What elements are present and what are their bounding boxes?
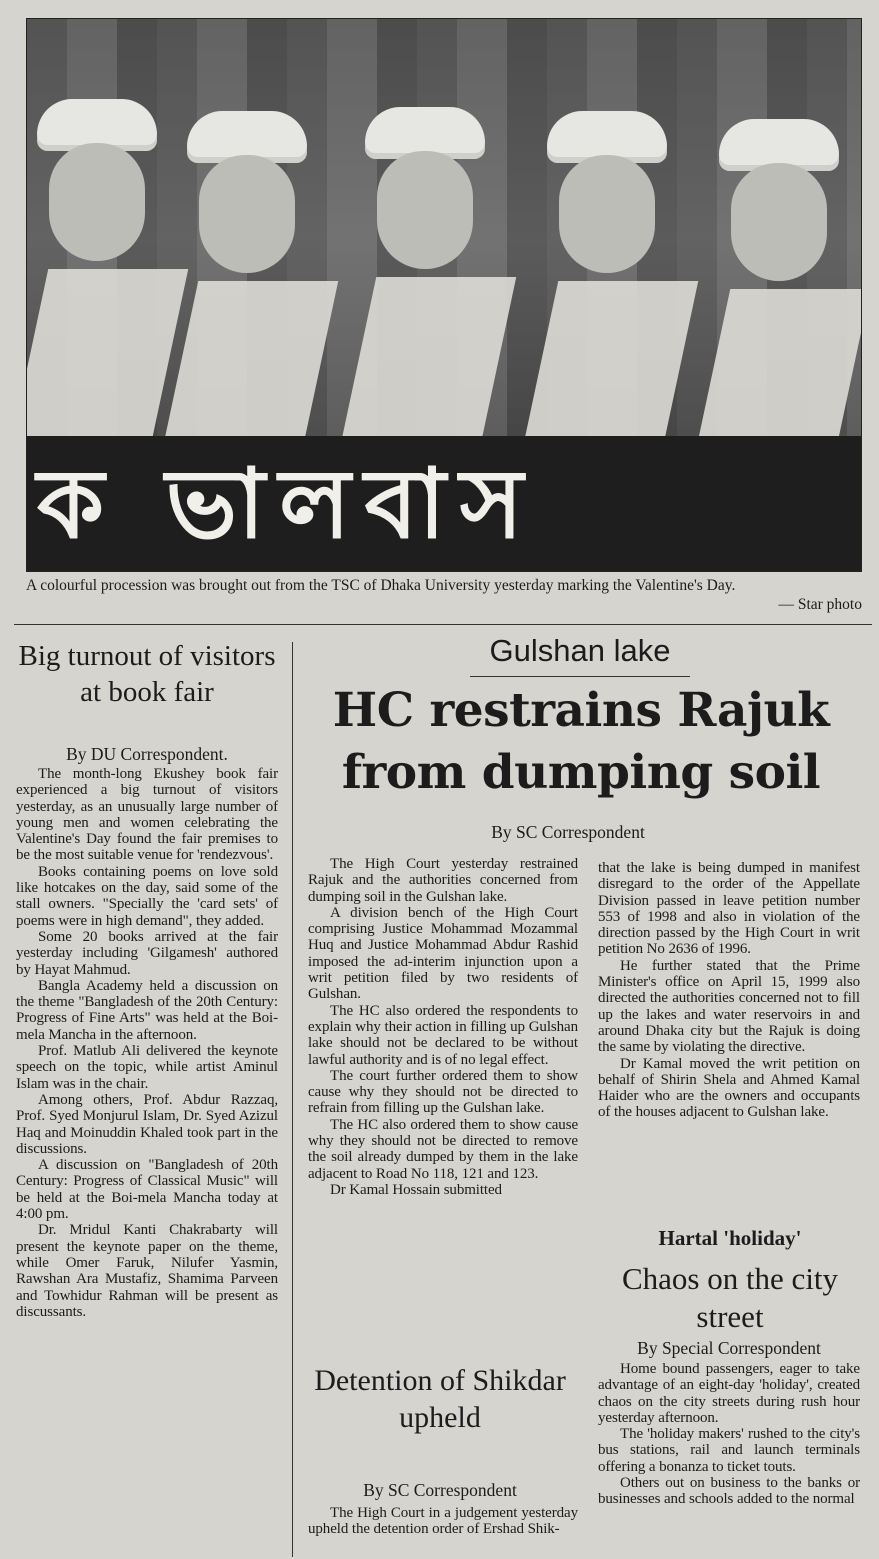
- paragraph: The HC also ordered them to show cause why they should not be directed to remove the soil already dumped by them in the lake adjacent to Road No 118, 121 and 123.: [308, 1116, 578, 1182]
- paragraph: Dr. Mridul Kanti Chakrabarty will present the keynote paper on the theme, while Omer Faruk, Nilufer Yasmin, Rawshan Ara Mustafiz, Shamima Parveen and Towhidur Rahman will be present as discussants.: [16, 1222, 278, 1320]
- main-headline: HC restrains Rajuk from dumping soil: [332, 683, 830, 800]
- hartal-headline: Chaos on the city street: [621, 1261, 839, 1334]
- photo-banner: [27, 436, 861, 571]
- paragraph: The High Court in a judgement yesterday upheld the detention order of Ershad Shik-: [308, 1505, 578, 1538]
- news-photo: [26, 18, 862, 572]
- kicker-underline: [470, 676, 690, 677]
- main-article-col2: [598, 860, 860, 1121]
- paragraph: Prof. Matlub Ali delivered the keynote speech on the topic, while artist Aminul Islam was in the chair.: [16, 1043, 278, 1092]
- paragraph: Bangla Academy held a discussion on the theme "Bangladesh of the 20th Century: Progress of Fine Arts" was held at the Boi-mela Mancha in the afternoon.: [16, 977, 278, 1043]
- paragraph: The month-long Ekushey book fair experienced a big turnout of visitors yesterday, as an unusually large number of young men and women celebrating the Valentine's Day found the fair premises to be the most suitable venue for 'rendezvous'.: [16, 766, 278, 864]
- main-article-col1: [308, 856, 578, 1198]
- paragraph: Books containing poems on love sold like hotcakes on the day, said some of the stall owners. "Specially the 'card sets' of poems were in high demand", they added.: [16, 863, 278, 929]
- section-divider: [14, 624, 872, 625]
- paragraph: Dr Kamal Hossain submitted: [330, 1181, 502, 1198]
- left-byline: By DU Correspondent.: [66, 744, 228, 764]
- paragraph: A division bench of the High Court comprising Justice Mohammad Mozammal Huq and Justice Mohammad Abdur Rashid imposed the ad-interim injunction upon a writ petition filed by two residents of Gulshan.: [308, 904, 578, 1003]
- left-article-body: [16, 766, 278, 1320]
- paragraph: The 'holiday makers' rushed to the city's bus stations, rail and launch terminals offering a bonanza to ticket touts.: [598, 1426, 860, 1475]
- detention-article-body: [308, 1505, 578, 1538]
- paragraph: The High Court yesterday restrained Rajuk and the authorities concerned from dumping soil in the Gulshan lake.: [308, 856, 578, 905]
- main-byline: By SC Correspondent: [491, 822, 645, 842]
- photo-credit: — Star photo: [778, 596, 862, 613]
- paragraph: He further stated that the Prime Minister's office on April 15, 1999 also directed the authorities concerned not to fill up the lakes and water reservoirs in and around Dhaka city but the Rajuk is doing the same by violating the directive.: [598, 957, 860, 1056]
- hartal-article-body: [598, 1361, 860, 1508]
- paragraph: that the lake is being dumped in manifest disregard to the order of the Appellate Division passed in leave petition number 553 of 1998 and also in violation of the direction passed by the High Court in writ petition No 2636 of 1996.: [598, 860, 860, 958]
- detention-headline: Detention of Shikdar upheld: [314, 1364, 566, 1434]
- main-kicker: Gulshan lake: [489, 633, 671, 668]
- caption-text: A colourful procession was brought out from the TSC of Dhaka University yesterday marking the Valentine's Day.: [26, 577, 736, 594]
- paragraph: Dr Kamal moved the writ petition on behalf of Shirin Shela and Ahmed Kamal Haider who are the owners and occupants of the houses adjacent to Gulshan lake.: [598, 1055, 860, 1121]
- detention-byline: By SC Correspondent: [363, 1480, 517, 1500]
- left-headline: Big turnout of visitors at book fair: [18, 640, 276, 708]
- column-divider: [292, 642, 293, 1557]
- paragraph: The HC also ordered the respondents to explain why their action in filling up Gulshan lake should not be declared to be without lawful authority and is of no legal effect.: [308, 1002, 578, 1068]
- paragraph: Among others, Prof. Abdur Razzaq, Prof. Syed Monjurul Islam, Dr. Syed Azizul Haq and Moinuddin Khaled took part in the discussions.: [16, 1091, 278, 1157]
- hartal-byline: By Special Correspondent: [637, 1338, 821, 1358]
- paragraph: The court further ordered them to show cause why they should not be directed to refrain from filling up the Gulshan lake.: [308, 1067, 578, 1117]
- paragraph: Others out on business to the banks or businesses and schools added to the normal: [598, 1475, 860, 1508]
- paragraph: A discussion on "Bangladesh of 20th Century: Progress of Classical Music" will be held at the Boi-mela Mancha today at 4:00 pm.: [16, 1157, 278, 1223]
- banner-text: ক ভালবাস: [37, 448, 538, 560]
- paragraph: Some 20 books arrived at the fair yesterday including 'Gilgamesh' authored by Hayat Mahmud.: [16, 928, 278, 978]
- hartal-kicker: Hartal 'holiday': [658, 1226, 802, 1250]
- photo-caption: [26, 576, 862, 613]
- paragraph: Home bound passengers, eager to take advantage of an eight-day 'holiday', created chaos on the city streets during rush hour yesterday afternoon.: [598, 1361, 860, 1426]
